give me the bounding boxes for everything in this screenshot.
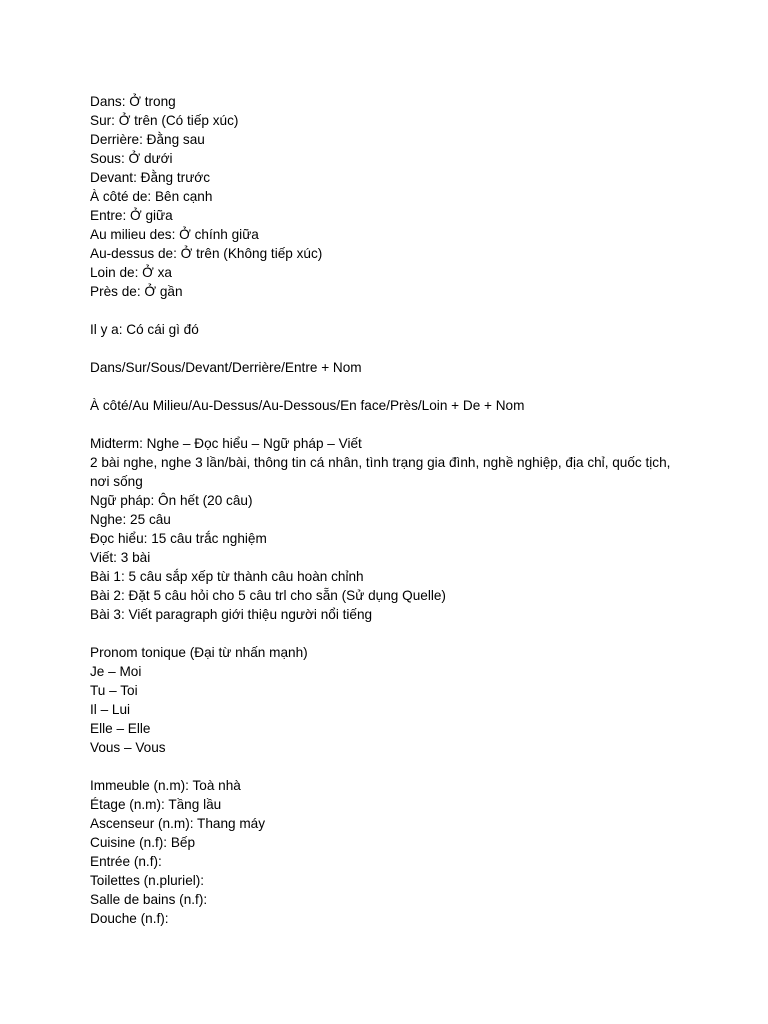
text-line: Elle – Elle	[90, 721, 151, 736]
text-line: Nghe: 25 câu	[90, 512, 171, 527]
document-page	[90, 92, 690, 928]
text-line: Derrière: Đằng sau	[90, 132, 205, 147]
paragraph-gap	[90, 757, 690, 776]
paragraph-gap	[90, 415, 690, 434]
text-line: Entre: Ở giữa	[90, 208, 173, 223]
text-line: Au-dessus de: Ở trên (Không tiếp xúc)	[90, 246, 323, 261]
prepositions-list	[90, 92, 690, 301]
text-line: Étage (n.m): Tầng lầu	[90, 797, 222, 812]
paragraph-gap	[90, 377, 690, 396]
text-line: Tu – Toi	[90, 683, 138, 698]
text-line: Devant: Đằng trước	[90, 170, 211, 185]
text-line: Douche (n.f):	[90, 911, 169, 926]
paragraph-gap	[90, 339, 690, 358]
text-line: Entrée (n.f):	[90, 854, 162, 869]
text-line: Il – Lui	[90, 702, 131, 717]
text-line: Ascenseur (n.m): Thang máy	[90, 816, 266, 831]
text-line: Sur: Ở trên (Có tiếp xúc)	[90, 113, 239, 128]
rule-nom-line: Dans/Sur/Sous/Devant/Derrière/Entre + Nom	[90, 360, 362, 375]
text-line: Au milieu des: Ở chính giữa	[90, 227, 259, 242]
text-line: Dans: Ở trong	[90, 94, 176, 109]
text-line: Toilettes (n.pluriel):	[90, 873, 205, 888]
il-y-a-line: Il y a: Có cái gì đó	[90, 322, 199, 337]
midterm-section	[90, 434, 690, 624]
text-line: Bài 2: Đặt 5 câu hỏi cho 5 câu trl cho sẵn (Sử dụng Quelle)	[90, 588, 446, 603]
vocab-section	[90, 776, 690, 928]
text-line: Bài 1: 5 câu sắp xếp từ thành câu hoàn chỉnh	[90, 569, 364, 584]
paragraph-gap	[90, 624, 690, 643]
paragraph-gap	[90, 301, 690, 320]
text-line: Je – Moi	[90, 664, 142, 679]
text-line: Pronom tonique (Đại từ nhấn mạnh)	[90, 645, 308, 660]
text-line: Vous – Vous	[90, 740, 166, 755]
text-line: Salle de bains (n.f):	[90, 892, 208, 907]
text-line: Đọc hiểu: 15 câu trắc nghiệm	[90, 531, 267, 546]
text-line: Cuisine (n.f): Bếp	[90, 835, 196, 850]
text-line: Sous: Ở dưới	[90, 151, 173, 166]
text-line: À côté de: Bên cạnh	[90, 189, 213, 204]
text-line: 2 bài nghe, nghe 3 lần/bài, thông tin cá nhân, tình trạng gia đình, nghề nghiệp, địa chỉ, quốc tịch, nơi sống	[90, 455, 675, 489]
text-line: Bài 3: Viết paragraph giới thiệu người nổi tiếng	[90, 607, 373, 622]
text-line: Midterm: Nghe – Đọc hiểu – Ngữ pháp – Viết	[90, 436, 362, 451]
text-line: Immeuble (n.m): Toà nhà	[90, 778, 241, 793]
text-line: Loin de: Ở xa	[90, 265, 172, 280]
rule-de-nom-line: À côté/Au Milieu/Au-Dessus/Au-Dessous/En face/Près/Loin + De + Nom	[90, 398, 525, 413]
pronoms-section	[90, 643, 690, 757]
text-line: Ngữ pháp: Ôn hết (20 câu)	[90, 493, 253, 508]
text-line: Viết: 3 bài	[90, 550, 151, 565]
text-line: Près de: Ở gần	[90, 284, 183, 299]
